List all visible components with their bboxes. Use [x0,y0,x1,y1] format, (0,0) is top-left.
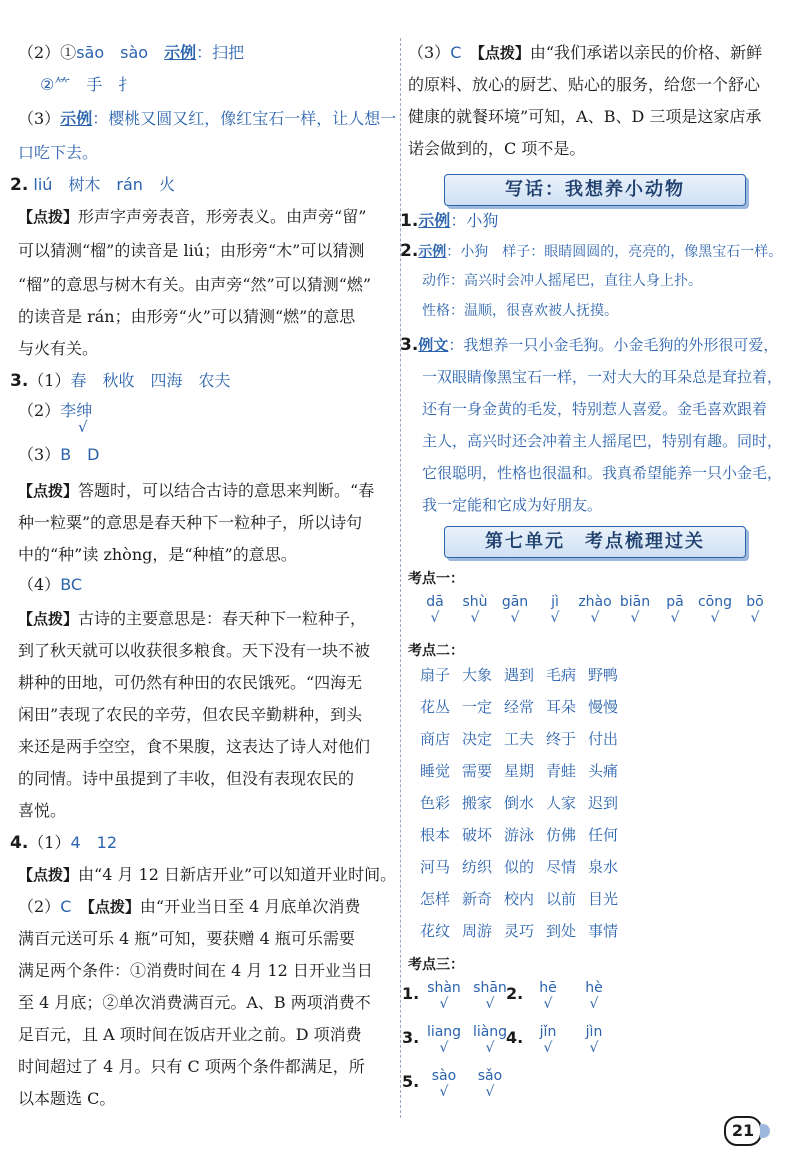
tip-tag: 【点拨】 [87,898,140,916]
answer-text: liú 树木 rán 火 [33,175,175,194]
word-cell: 终于 [546,730,577,748]
tip-line: 至 4 月底；②单次消费满百元。A、B 两项消费不 [18,993,371,1012]
tip-text: 由“4 月 12 日新店开业”可以知道开业时间。 [78,865,397,884]
word-cell: 大象 [462,666,493,684]
answer-line [18,108,396,130]
answer-text: B D [60,445,100,464]
tip-line: 健康的就餐环境”可知，A、B、D 三项是这家店承 [408,107,762,126]
answer-line [18,574,396,596]
word-cell: 仿佛 [546,826,577,844]
pinyin-item: gān [501,594,529,610]
check-mark: √ [589,1040,599,1056]
tip-line: 的读音是 rán；由形旁“火”可以猜测“燃”的意思 [18,307,356,326]
word-cell: 睡觉 [420,762,451,780]
item-prefix: （2） [18,401,61,420]
pinyin-item: jì [551,594,559,610]
pinyin-item: jìn [585,1024,603,1040]
pinyin-item: pā [666,594,684,610]
word-cell: 花丛 [420,698,451,716]
word-cell: 周游 [462,922,493,940]
word-cell: 头痛 [588,762,619,780]
question-number: 1. [402,984,420,1003]
word-cell: 尽情 [546,858,577,876]
writing-q1 [400,210,774,232]
essay-line: 主人，高兴时还会冲着主人摇尾巴，特别有趣。同时， [422,432,783,450]
word-cell: 纺织 [462,858,493,876]
question-number: 2. [506,984,524,1003]
check-mark: √ [470,610,480,626]
tip-tag: 【点拨】 [18,610,79,628]
check-mark: √ [630,610,640,626]
word-cell: 似的 [504,858,535,876]
check-mark: √ [439,996,449,1012]
answer-text: C [450,43,462,62]
word-cell: 以前 [546,890,577,908]
word-cell: 校内 [504,890,535,908]
question-3 [10,370,396,392]
pinyin-item: liàng [472,1024,508,1040]
word-cell: 经常 [504,698,535,716]
word-cell: 一定 [462,698,493,716]
word-cell: 工夫 [504,730,535,748]
kaodian-3-items [402,980,774,1110]
check-mark: √ [550,610,560,626]
question-number: 2. [400,241,419,261]
tip-text: 由“我们承诺以亲民的价格、新鲜 [529,43,763,62]
word-cell: 需要 [462,762,493,780]
kaodian-3-label: 考点三： [408,957,464,973]
word-cell: 泉水 [588,858,619,876]
example-answer: ：樱桃又圆又红，像红宝石一样，让人想一 [92,109,397,128]
tip-line: 的同情。诗中虽提到了丰收，但没有表现农民的 [18,769,355,788]
item-prefix: （1） [28,371,71,390]
word-cell: 根本 [420,826,451,844]
tip-line [18,480,396,502]
question-number: 3. [10,371,29,391]
word-cell: 色彩 [420,794,451,812]
tip-tag: 【点拨】 [18,208,79,226]
answer-line: 口吃下去。 [18,143,99,162]
writing-q3 [400,334,779,356]
check-mark: √ [439,1084,449,1100]
tip-line: 诺会做到的，C 项不是。 [408,139,586,158]
word-cell: 迟到 [588,794,619,812]
tip-line: 足百元，且 A 项时间在饭店开业之前。D 项消费 [18,1025,362,1044]
word-cell: 怎样 [420,890,451,908]
question-4 [10,832,396,854]
word-cell: 人家 [546,794,577,812]
check-mark: √ [485,1040,495,1056]
item-prefix: （3） [18,109,61,128]
check-mark: √ [589,996,599,1012]
tip-line: 闲田”表现了农民的辛劳，但农民辛勤耕种，到头 [18,705,363,724]
word-cell: 到处 [546,922,577,940]
pinyin-item: cōng [697,594,733,610]
word-cell: 搬家 [462,794,493,812]
word-cell: 毛病 [546,666,577,684]
word-cell: 遇到 [504,666,535,684]
check-mark: √ [590,610,600,626]
question-number: 3. [400,335,419,355]
answer-text: BC [60,575,83,594]
check-mark: √ [430,610,440,626]
word-cell: 扇子 [420,666,451,684]
check-mark: √ [750,610,760,626]
answer-line [18,896,396,918]
check-mark: √ [543,1040,553,1056]
answer-line: 性格：温顺，很喜欢被人抚摸。 [422,303,618,319]
answer-text: 4 12 [70,833,118,852]
item-prefix: （3） [18,445,61,464]
pinyin-item: shàn [427,980,461,996]
tip-tag: 【点拨】 [18,866,79,884]
answer-line: 动作：高兴时会冲人摇尾巴，直往人身上扑。 [422,273,702,289]
word-cell: 新奇 [462,890,493,908]
check-mark: √ [485,1084,495,1100]
tip-line: 中的“种”读 zhòng，是“种植”的意思。 [18,545,297,564]
word-cell: 河马 [420,858,451,876]
pinyin-item: biān [619,594,651,610]
pinyin-item: sào [431,1068,457,1084]
kaodian-2-label: 考点二： [408,643,464,659]
essay-line: 还有一身金黄的毛发，特别惹人喜爱。金毛喜欢跟着 [422,400,768,418]
pinyin-item: hē [539,980,557,996]
question-number: 4. [506,1028,524,1047]
pinyin-item: shù [462,594,488,610]
kaodian-1-pinyin-row [408,594,774,634]
answer-line [18,42,396,64]
tip-line: 来还是两手空空，食不果腹，这表达了诗人对他们 [18,737,371,756]
item-prefix: （3） [408,43,451,62]
right-column [400,0,783,1168]
check-mark: √ [485,996,495,1012]
example-label: 例文 [418,336,449,354]
answer-text: ：小狗 [450,211,499,230]
tip-line: 的原料、放心的厨艺、贴心的服务，给您一个舒心 [408,75,761,94]
word-cell: 商店 [420,730,451,748]
check-mark: √ [670,610,680,626]
pinyin-item: hè [585,980,603,996]
pinyin-item: sǎo [477,1068,503,1084]
example-label: 示例 [418,244,447,260]
tip-line: 满足两个条件：①消费时间在 4 月 12 日开业当日 [18,961,373,980]
question-number: 2. [10,175,29,195]
example-answer: ：扫把 [196,43,245,62]
check-mark: √ [710,610,720,626]
word-cell: 星期 [504,762,535,780]
word-cell: 耳朵 [546,698,577,716]
item-prefix: （2） [18,897,61,916]
example-label: 示例 [164,43,197,62]
essay-line: 一双眼睛像黑宝石一样，一对大大的耳朵总是耷拉着， [422,368,783,386]
pinyin-item: liang [426,1024,462,1040]
check-mark: √ [510,610,520,626]
question-number: 4. [10,833,29,853]
essay-text: ：我想养一只小金毛狗。小金毛狗的外形很可爱， [448,336,779,354]
section-banner-writing: 写话：我想养小动物 [444,174,746,206]
example-label: 示例 [418,211,451,230]
word-cell: 决定 [462,730,493,748]
check-mark: √ [78,418,88,436]
tip-text: 形声字声旁表音，形旁表义。由声旁“留” [78,207,367,226]
word-cell: 任何 [588,826,619,844]
tip-line: 耕种的田地，可仍然有种田的农民饿死。“四海无 [18,673,363,692]
tip-line [18,608,396,630]
check-mark: √ [543,996,553,1012]
check-mark: √ [439,1040,449,1056]
tip-line: 以本题选 C。 [18,1089,116,1108]
answer-text: ：小狗 样子：眼睛圆圆的，亮亮的，像黑宝石一样。 [446,244,783,260]
answer-line: ②⺮ 手 扌 [40,75,135,94]
tip-line: 满百元送可乐 4 瓶”可知，要获赠 4 瓶可乐需要 [18,929,355,948]
essay-line: 它很聪明，性格也很温和。我真希望能养一只小金毛， [422,464,783,482]
tip-text: 古诗的主要意思是：春天种下一粒种子， [78,609,367,628]
item-prefix: （4） [18,575,61,594]
tip-line: 到了秋天就可以收获很多粮食。天下没有一块不被 [18,641,371,660]
column-divider [400,38,401,1118]
question-number: 5. [402,1072,420,1091]
answer-text: C [60,897,72,916]
word-cell: 目光 [588,890,619,908]
item-prefix: （1） [28,833,71,852]
tip-line: 可以猜测“榴”的读音是 liú；由形旁“木”可以猜测 [18,241,365,260]
tip-text: 由“开业当日至 4 月底单次消费 [139,897,361,916]
answer-text: 李绅 [60,401,93,420]
pinyin-item: jǐn [539,1024,557,1040]
tip-line: “榴”的意思与树木有关。由声旁“然”可以猜测“燃” [18,275,372,294]
tip-tag: 【点拨】 [477,44,530,62]
tip-line [18,864,396,886]
tip-tag: 【点拨】 [18,482,79,500]
question-number: 1. [400,211,419,231]
pinyin-item: shān [473,980,507,996]
writing-q2 [400,240,783,263]
word-cell: 慢慢 [588,698,619,716]
essay-line: 我一定能和它成为好朋友。 [422,496,603,514]
tip-line: 喜悦。 [18,801,67,820]
answer-line [408,42,774,64]
pinyin-item: dā [426,594,444,610]
question-2 [10,174,396,196]
word-cell: 事情 [588,922,619,940]
kaodian-2-word-grid [408,664,774,954]
left-column [10,0,397,1168]
tip-line: 与火有关。 [18,339,99,358]
kaodian-1-label: 考点一： [408,571,464,587]
item-prefix: （2）① [18,43,77,62]
tip-line [18,206,396,228]
word-cell: 野鸭 [588,666,619,684]
word-cell: 青蛙 [546,762,577,780]
tip-line: 时间超过了 4 月。只有 C 项两个条件都满足，所 [18,1057,365,1076]
word-cell: 游泳 [504,826,535,844]
question-number: 3. [402,1028,420,1047]
answer-line [18,444,396,466]
word-cell: 花纹 [420,922,451,940]
pinyin-item: zhào [578,594,612,610]
answer-text: 春 秋收 四海 农夫 [70,371,231,390]
pinyin-answer: sāo sào [76,43,149,62]
word-cell: 破坏 [462,826,493,844]
tip-line: 种一粒粟”的意思是春天种下一粒种子，所以诗句 [18,513,363,532]
section-banner-unit7: 第七单元 考点梳理过关 [444,526,746,558]
word-cell: 灵巧 [504,922,535,940]
example-label: 示例 [60,109,93,128]
page-number: 21 [724,1116,762,1146]
tip-text: 答题时，可以结合古诗的意思来判断。“春 [78,481,375,500]
word-cell: 付出 [588,730,619,748]
word-cell: 倒水 [504,794,535,812]
pinyin-item: bō [746,594,764,610]
